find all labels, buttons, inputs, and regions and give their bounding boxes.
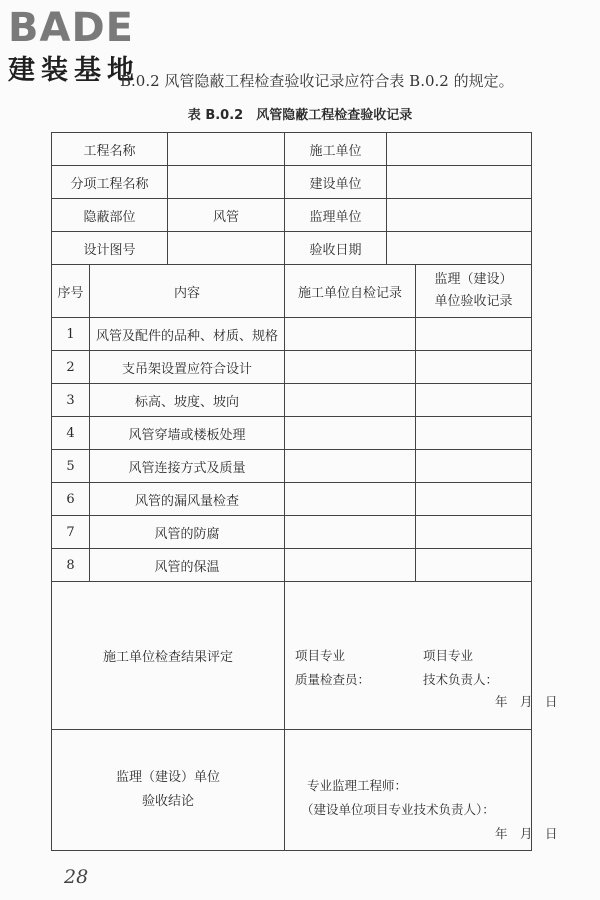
item-self-check[interactable] (285, 351, 416, 384)
table-row (52, 351, 532, 384)
info-row (52, 199, 532, 232)
item-no: 5 (52, 450, 90, 483)
item-supervision-check[interactable] (416, 351, 532, 384)
inspection-record-table (51, 132, 558, 851)
table-row (52, 384, 532, 417)
engineer-line: 专业监理工程师： (307, 778, 408, 793)
item-no: 7 (52, 516, 90, 549)
item-content: 风管的防腐 (90, 516, 285, 549)
item-content: 标高、坡度、坡向 (90, 384, 285, 417)
item-no: 6 (52, 483, 90, 516)
item-content: 风管的保温 (90, 549, 285, 582)
supervision-unit-label: 监理单位 (285, 199, 387, 232)
header-supervision-line1: 监理（建设） (434, 272, 513, 287)
item-self-check[interactable] (285, 483, 416, 516)
item-self-check[interactable] (285, 549, 416, 582)
item-supervision-check[interactable] (416, 450, 532, 483)
acceptance-date-value[interactable] (387, 232, 532, 265)
header-self-check: 施工单位自检记录 (285, 265, 416, 318)
item-no: 8 (52, 549, 90, 582)
qc-line2: 质量检查员： (295, 672, 371, 687)
design-drawing-label: 设计图号 (52, 232, 168, 265)
conclusion-date: 年 月 日 (495, 826, 558, 841)
item-self-check[interactable] (285, 384, 416, 417)
conclusion-label (52, 730, 285, 851)
conclusion-signature-area[interactable] (285, 730, 558, 851)
logo-brand: BADE (8, 5, 134, 51)
qc-line1: 项目专业 (295, 648, 346, 663)
item-content: 支吊架设置应符合设计 (90, 351, 285, 384)
item-content: 风管连接方式及质量 (90, 450, 285, 483)
column-header-row (52, 265, 532, 318)
table-caption: 表 B.0.2 风管隐蔽工程检查验收记录 (187, 108, 413, 123)
conclusion-label-line2: 验收结论 (142, 794, 195, 809)
evaluation-row (52, 582, 532, 730)
item-content: 风管穿墙或楼板处理 (90, 417, 285, 450)
item-supervision-check[interactable] (416, 384, 532, 417)
owner-rep-line: （建设单位项目专业技术负责人）： (301, 802, 495, 817)
item-supervision-check[interactable] (416, 483, 532, 516)
tech-line2: 技术负责人： (423, 672, 499, 687)
construction-unit-value[interactable] (387, 133, 532, 166)
evaluation-date: 年 月 日 (495, 694, 558, 709)
item-supervision-check[interactable] (416, 516, 532, 549)
concealed-part-label: 隐蔽部位 (52, 199, 168, 232)
conclusion-label-line1: 监理（建设）单位 (116, 770, 221, 785)
info-row (52, 166, 532, 199)
tech-line1: 项目专业 (423, 648, 474, 663)
builder-unit-value[interactable] (387, 166, 532, 199)
sub-project-label: 分项工程名称 (52, 166, 168, 199)
table-row (52, 318, 532, 351)
table-row (52, 549, 532, 582)
logo-subtitle: 建装基地 (8, 55, 140, 86)
item-self-check[interactable] (285, 417, 416, 450)
header-supervision-line2: 单位验收记录 (434, 294, 513, 309)
item-no: 1 (52, 318, 90, 351)
design-drawing-value[interactable] (168, 232, 285, 265)
item-supervision-check[interactable] (416, 549, 532, 582)
concealed-part-value[interactable]: 风管 (168, 199, 285, 232)
intro-sentence: B.0.2 风管隐蔽工程检查验收记录应符合表 B.0.2 的规定。 (120, 72, 514, 90)
project-name-label: 工程名称 (52, 133, 168, 166)
sub-project-value[interactable] (168, 166, 285, 199)
builder-unit-label: 建设单位 (285, 166, 387, 199)
item-supervision-check[interactable] (416, 417, 532, 450)
table-row (52, 483, 532, 516)
item-no: 2 (52, 351, 90, 384)
item-self-check[interactable] (285, 450, 416, 483)
evaluation-label: 施工单位检查结果评定 (52, 582, 285, 730)
item-supervision-check[interactable] (416, 318, 532, 351)
header-supervision (416, 265, 532, 318)
info-row (52, 232, 532, 265)
supervision-unit-value[interactable] (387, 199, 532, 232)
item-content: 风管的漏风量检查 (90, 483, 285, 516)
info-row (52, 133, 532, 166)
table-row (52, 450, 532, 483)
table-row (52, 417, 532, 450)
header-no: 序号 (52, 265, 90, 318)
page-number: 28 (64, 866, 89, 888)
item-no: 3 (52, 384, 90, 417)
table-row (52, 516, 532, 549)
evaluation-signature-area[interactable] (285, 582, 558, 730)
header-content: 内容 (90, 265, 285, 318)
item-no: 4 (52, 417, 90, 450)
conclusion-row (52, 730, 532, 851)
item-self-check[interactable] (285, 318, 416, 351)
construction-unit-label: 施工单位 (285, 133, 387, 166)
item-self-check[interactable] (285, 516, 416, 549)
item-content: 风管及配件的品种、材质、规格 (90, 318, 285, 351)
project-name-value[interactable] (168, 133, 285, 166)
acceptance-date-label: 验收日期 (285, 232, 387, 265)
